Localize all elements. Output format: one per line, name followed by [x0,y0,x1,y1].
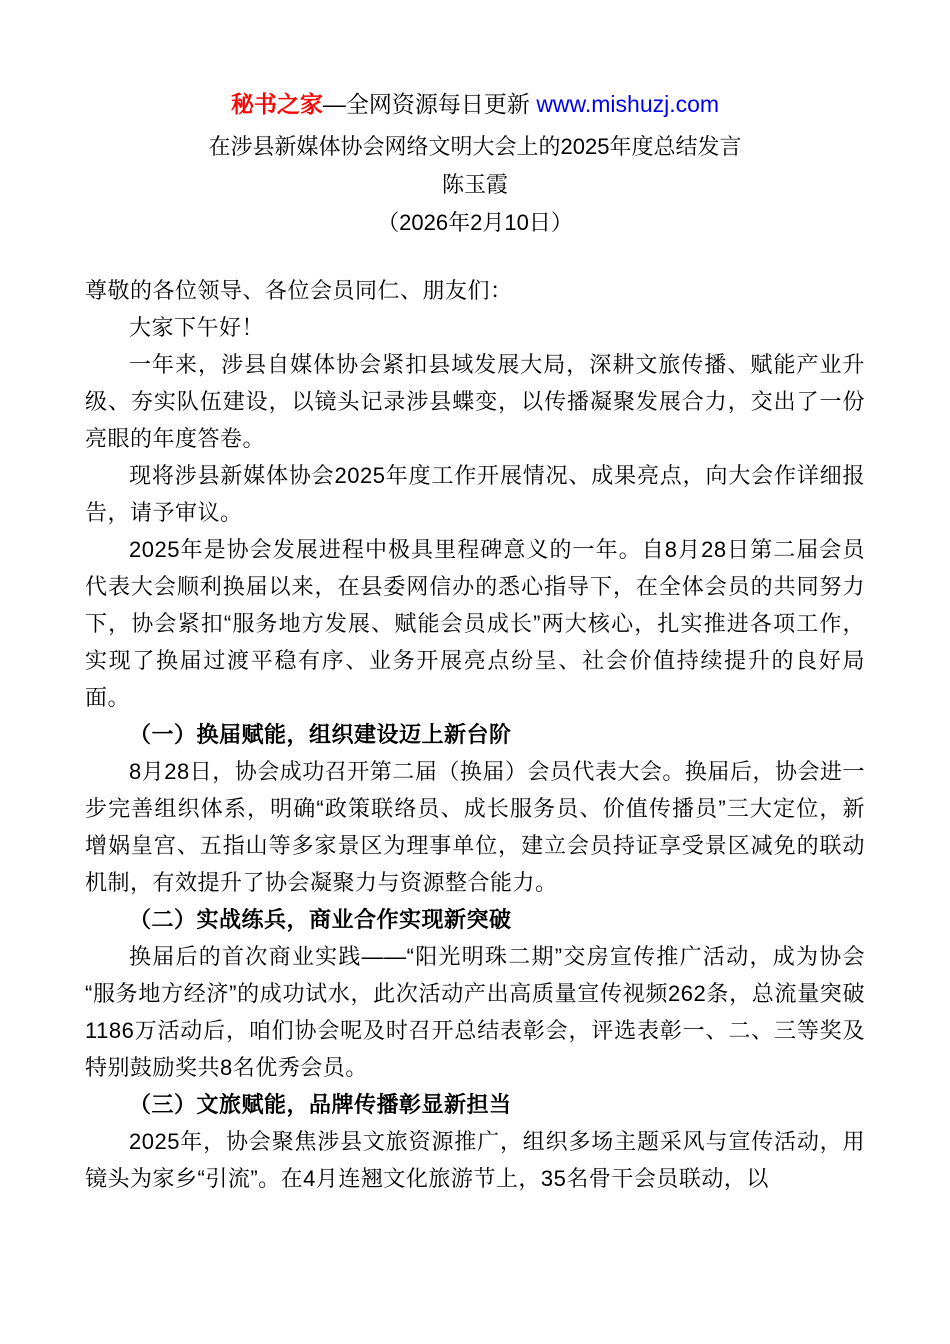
paragraph-greeting: 大家下午好！ [129,315,265,340]
site-header-line [85,86,865,122]
site-brand-text: 秘书之家 [230,91,323,117]
section-heading-2: （二）实战练兵，商业合作实现新突破 [129,907,512,932]
document-body [85,272,865,1197]
site-url-link[interactable]: www.mishuzj.com [536,91,720,117]
site-tagline-text: —全网资源每日更新 [322,91,537,117]
paragraph-section-1: 8月28日，协会成功召开第二届（换届）会员代表大会。换届后，协会进一步完善组织体系，明确“政策联络员、成长服务员、价值传播员”三大定位，新增娲皇宫、五指山等多家景区为理事单位，建立会员持证享受景区减免的联动机制，有效提升了协会凝聚力与资源整合能力。 [85,759,865,895]
paragraph-report-purpose: 现将涉县新媒体协会2025年度工作开展情况、成果亮点，向大会作详细报告，请予审议。 [85,463,865,525]
document-title: 在涉县新媒体协会网络文明大会上的2025年度总结发言 [208,134,742,159]
section-heading-1: （一）换届赋能，组织建设迈上新台阶 [129,722,512,747]
paragraph-year-overview: 2025年是协会发展进程中极具里程碑意义的一年。自8月28日第二届会员代表大会顺利换届以来，在县委网信办的悉心指导下，在全体会员的共同努力下，协会紧扣“服务地方发展、赋能会员成长”两大核心，扎实推进各项工作，实现了换届过渡平稳有序、业务开展亮点纷呈、社会价值持续提升的良好局面。 [85,537,865,710]
section-heading-3: （三）文旅赋能，品牌传播彰显新担当 [129,1092,512,1117]
document-author: 陈玉霞 [441,172,508,197]
paragraph-section-2: 换届后的首次商业实践——“阳光明珠二期”交房宣传推广活动，成为协会“服务地方经济”的成功试水，此次活动产出高质量宣传视频262条，总流量突破1186万活动后，咱们协会呢及时召开总结表彰会，评选表彰一、二、三等奖及特别鼓励奖共8名优秀会员。 [85,944,865,1080]
paragraph-intro: 一年来，涉县自媒体协会紧扣县域发展大局，深耕文旅传播、赋能产业升级、夯实队伍建设，以镜头记录涉县蝶变，以传播凝聚发展合力，交出了一份亮眼的年度答卷。 [85,352,865,451]
document-date: （2026年2月10日） [377,210,573,235]
paragraph-section-3: 2025年，协会聚焦涉县文旅资源推广，组织多场主题采风与宣传活动，用镜头为家乡“引流”。在4月连翘文化旅游节上，35名骨干会员联动，以 [85,1129,865,1191]
salutation-line: 尊敬的各位领导、各位会员同仁、朋友们： [85,278,513,303]
